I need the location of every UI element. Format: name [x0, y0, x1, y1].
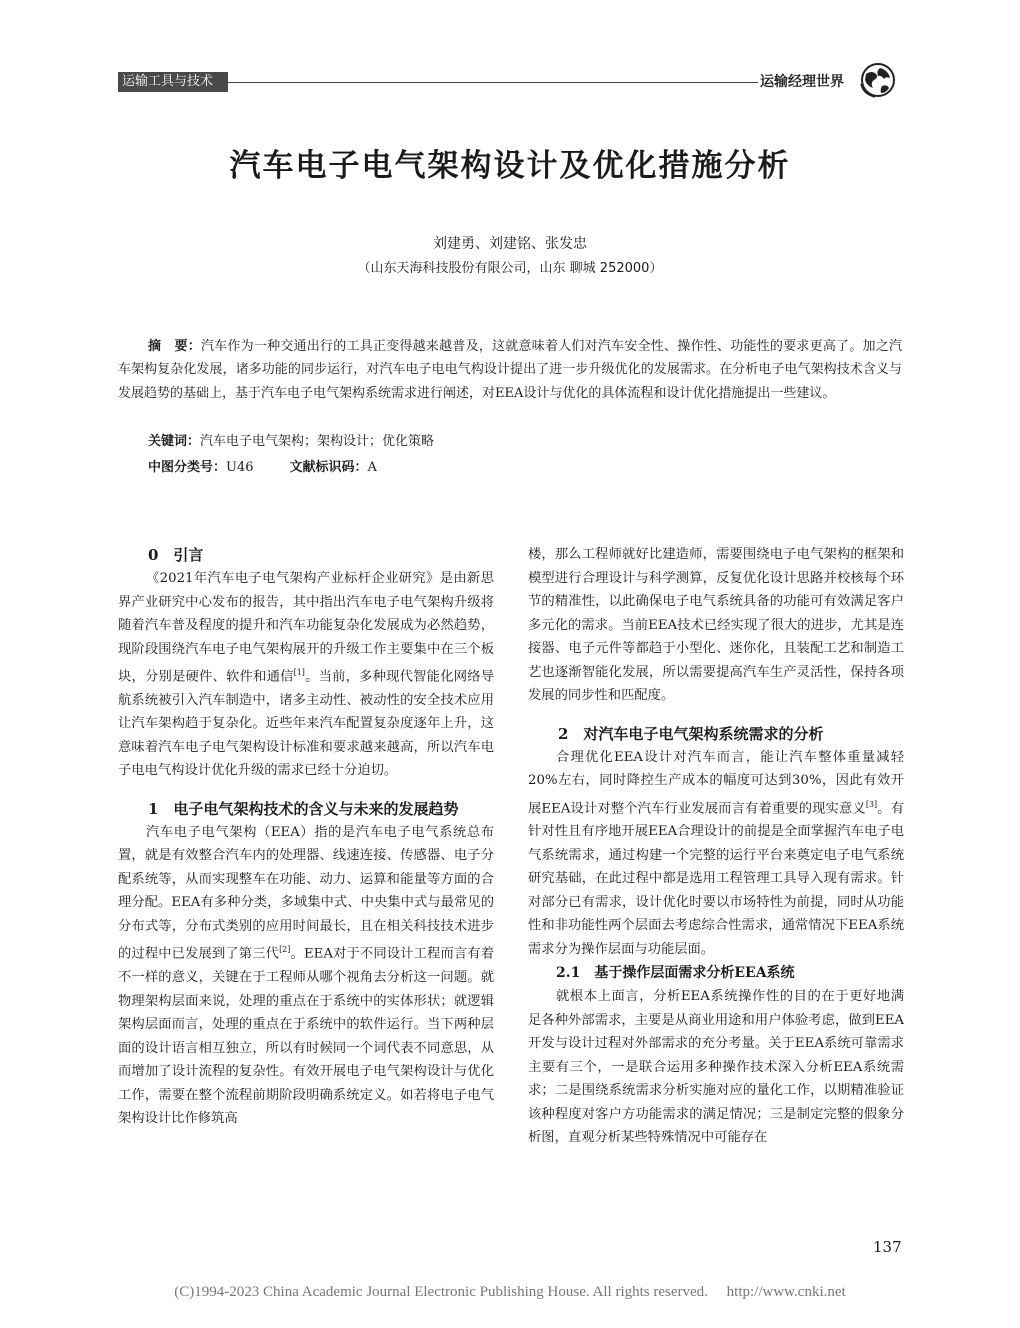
- classification: [148, 456, 377, 475]
- keywords-text: 汽车电子电气架构；架构设计；优化策略: [200, 434, 435, 449]
- doc-code-label: 文献标识码：: [289, 460, 368, 475]
- affiliation: （山东天海科技股份有限公司，山东 聊城 252000）: [357, 261, 663, 276]
- section-0-heading: 0 引言: [148, 546, 204, 564]
- header-rule: [228, 82, 758, 83]
- left-column: [118, 543, 494, 1131]
- globe-icon: [858, 60, 898, 100]
- abstract-text: 汽车作为一种交通出行的工具正变得越来越普及，这就意味着人们对汽车安全性、操作性、功能性的要求更高了。加之汽车架构复杂化发展，诸多功能的同步运行，对汽车电子电电气构设计提出了进一步升级优化的发展需求。在分析电子电气架构技术含义与发展趋势的基础上，基于汽车电子电气架构系统需求进行阐述，对EEA设计与优化的具体流程和设计优化措施提出一些建议。: [118, 339, 902, 401]
- abstract: [118, 335, 902, 405]
- keywords-label: 关键词：: [148, 434, 201, 449]
- right-column: [528, 543, 904, 1150]
- article-title: 汽车电子电气架构设计及优化措施分析: [229, 148, 791, 184]
- journal-name: 运输经理世界: [760, 74, 844, 90]
- ref-2: [2]: [279, 945, 291, 955]
- section-2-heading: 2 对汽车电子电气架构系统需求的分析: [558, 724, 824, 743]
- copyright-footer: (C)1994-2023 China Academic Journal Electronic Publishing House. All rights reserved. http://www.cnki.net: [174, 1284, 846, 1300]
- keywords: [148, 430, 434, 449]
- doc-code-value: A: [367, 460, 377, 475]
- section-1-heading: 1 电子电气架构技术的含义与未来的发展趋势: [148, 799, 459, 818]
- section-2-1-heading: 2.1 基于操作层面需求分析EEA系统: [556, 965, 795, 982]
- authors: 刘建勇、刘建铭、张发忠: [433, 236, 587, 252]
- page-number: 137: [873, 1238, 902, 1256]
- section-2-paragraph: 合理优化EEA设计对汽车而言，能让汽车整体重量减轻20%左右，同时降控生产成本的幅度可达到30%，因此有效开展EEA设计对整个汽车行业发展而言有着重要的现实意义[3]。有针对性且有序地开展EEA合理设计的前提是全面掌握汽车电子电气系统需求，通过构建一个完整的运行平台来奠定电子电气系统研究基础，在此过程中都是选用工程管理工具导入现有需求。针对部分已有需求，设计优化时要以市场特性为前提，同时从功能性和非功能性两个层面去考虑综合性需求，通常情况下EEA系统需求分为操作层面与功能层面。: [528, 749, 905, 957]
- abstract-label: 摘 要：: [148, 339, 201, 354]
- ref-3: [3]: [865, 799, 878, 809]
- clc-label: 中图分类号：: [148, 460, 227, 475]
- section-1-paragraph: 汽车电子电气架构（EEA）指的是汽车电子电气系统总布置，就是有效整合汽车内的处理器、线速连接、传感器、电子分配系统等，从而实现整车在功能、动力、运算和能量等方面的合理分配。EEA有多种分类，多域集中式、中央集中式与最常见的分布式等，分布式类别的应用时间最长，且在相关科技技术进步的过程中已发展到了第三代[2]。EEA对于不同设计工程而言有着不一样的意义，关键在于工程师从哪个视角去分析这一问题。就物理架构层面来说，处理的重点在于系统中的实体形状；就逻辑架构层面而言，处理的重点在于系统中的软件运行。当下两种层面的设计语言相互独立，所以有时候同一个词代表不同意思，从而增加了设计流程的复杂性。有效开展电子电气架构设计与优化工作，需要在整个流程前期阶段明确系统定义。如若将电子电气架构设计比作修筑高: [118, 824, 495, 1127]
- continued-paragraph: 楼，那么工程师就好比建造师，需要围绕电子电气架构的框架和模型进行合理设计与科学测算，反复优化设计思路并校核每个环节的精准性，以此确保电子电气系统具备的功能可有效满足客户多元化的需求。当前EEA技术已经实现了很大的进步，尤其是连接器、电子元件等都趋于小型化、迷你化，且装配工艺和制造工艺也逐渐智能化发展，所以需要提高汽车生产灵活性，保持各项发展的同步性和匹配度。: [528, 547, 904, 703]
- section-label: 运输工具与技术: [118, 72, 228, 92]
- clc-value: U46: [226, 460, 254, 475]
- section-2-1-paragraph: 就根本上面言，分析EEA系统操作性的目的在于更好地满足各种外部需求，主要是从商业用途和用户体验考虑，做到EEA开发与设计过程对外部需求的充分考量。关于EEA系统可靠需求主要有三个，一是联合运用多种操作技术深入分析EEA系统需求；二是围绕系统需求分析实施对应的量化工作，以期精准验证该种程度对客户方功能需求的满足情况；三是制定完整的假象分析图，直观分析某些特殊情况中可能存在: [528, 989, 904, 1146]
- ref-1: [1]: [293, 668, 305, 677]
- section-0-paragraph: 《2021年汽车电子电气架构产业标杆企业研究》是由新思界产业研究中心发布的报告，其中指出汽车电子电气架构升级将随着汽车普及程度的提升和汽车功能复杂化发展成为必然趋势，现阶段围绕汽车电子电气架构展开的升级工作主要集中在三个板块，分别是硬件、软件和通信[1]。当前，多种现代智能化网络导航系统被引入汽车制造中，诸多主动性、被动性的安全技术应用让汽车架构趋于复杂化。近些年来汽车配置复杂度逐年上升，这意味着汽车电子电气架构设计标准和要求越来越高，所以汽车电子电电气构设计优化升级的需求已经十分迫切。: [118, 571, 495, 779]
